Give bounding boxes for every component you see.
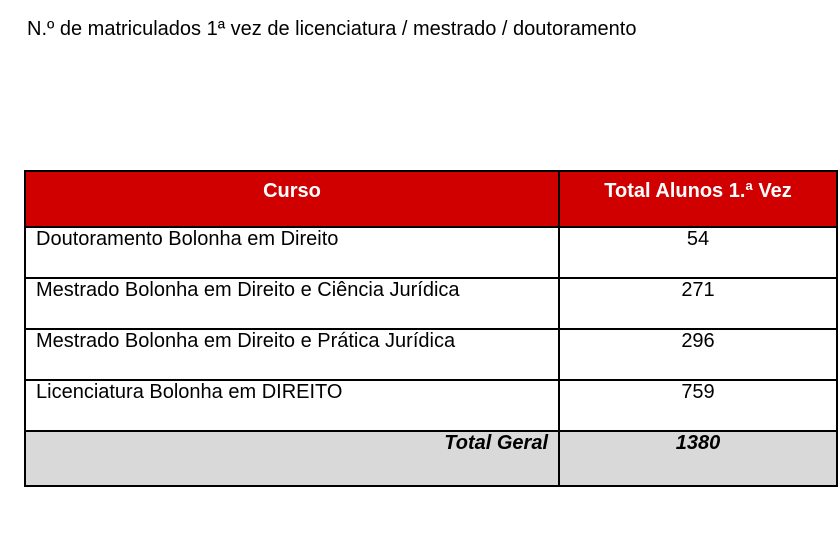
table-header [25,171,837,227]
table-body [25,227,837,486]
table-row [25,227,837,278]
cell-total: 54 [559,227,837,278]
header-row [25,171,837,227]
cell-total: 271 [559,278,837,329]
total-label: Total Geral [25,431,559,486]
cell-total: 296 [559,329,837,380]
cell-curso: Doutoramento Bolonha em Direito [25,227,559,278]
cell-curso: Mestrado Bolonha em Direito e Prática Jurídica [25,329,559,380]
cell-total: 759 [559,380,837,431]
page-title: N.º de matriculados 1ª vez de licenciatura / mestrado / doutoramento [27,18,637,40]
cell-curso: Mestrado Bolonha em Direito e Ciência Jurídica [25,278,559,329]
total-row [25,431,837,486]
enrollment-table [24,170,838,487]
table-row [25,380,837,431]
header-curso: Curso [25,171,559,227]
table-row [25,329,837,380]
header-total: Total Alunos 1.ª Vez [559,171,837,227]
table-row [25,278,837,329]
total-value: 1380 [559,431,837,486]
cell-curso: Licenciatura Bolonha em DIREITO [25,380,559,431]
